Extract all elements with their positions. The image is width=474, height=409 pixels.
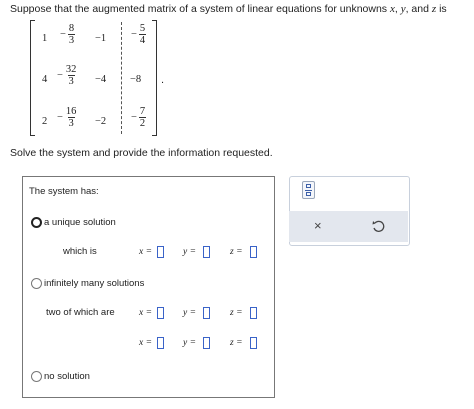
radio-no-solution[interactable] xyxy=(31,371,42,382)
matrix-cell-r1c2: − $\frac{8}{3}$ xyxy=(60,23,75,46)
input-inf2-y[interactable] xyxy=(203,337,210,349)
var-label-x: x = xyxy=(139,308,153,318)
matrix-cell-r1c3: −1 xyxy=(95,33,107,44)
matrix-cell-r3c4: − $\frac{7}{2}$ xyxy=(131,106,146,129)
right-bracket xyxy=(152,20,157,136)
label-no-solution: no solution xyxy=(44,371,90,382)
radio-unique-solution[interactable] xyxy=(31,217,42,228)
matrix-cell-r2c4: −8 xyxy=(130,74,142,85)
var-label-z: z = xyxy=(230,247,243,257)
input-inf2-x[interactable] xyxy=(157,337,164,349)
matrix-cell-r2c3: −4 xyxy=(95,74,107,85)
instruction-text: Solve the system and provide the information requested. xyxy=(10,147,273,159)
input-inf1-y[interactable] xyxy=(203,307,210,319)
input-unique-z[interactable] xyxy=(250,246,257,258)
var-label-y: y = xyxy=(183,338,197,348)
tool-actions-bar xyxy=(289,211,408,242)
radio-infinitely-many[interactable] xyxy=(31,278,42,289)
left-bracket xyxy=(30,20,35,136)
matrix-cell-r3c3: −2 xyxy=(95,116,107,127)
var-label-z: z = xyxy=(230,338,243,348)
input-unique-x[interactable] xyxy=(157,246,164,258)
unknown-x: x xyxy=(389,3,395,15)
augmented-matrix xyxy=(30,20,158,136)
matrix-cell-r2c2: − $\frac{32}{3}$ xyxy=(57,64,77,87)
question-prompt: Suppose that the augmented matrix of a system of linear equations for unknowns x, y, and z is xyxy=(10,3,447,15)
panel-heading: The system has: xyxy=(29,186,99,197)
matrix-period: . xyxy=(161,74,165,86)
unknown-z: z xyxy=(431,3,437,15)
augment-divider xyxy=(121,22,122,134)
close-icon[interactable]: × xyxy=(314,218,322,233)
label-infinitely-many: infinitely many solutions xyxy=(44,278,145,289)
var-label-y: y = xyxy=(183,247,197,257)
label-two-of-which: two of which are xyxy=(46,307,115,318)
var-label-x: x = xyxy=(139,247,153,257)
undo-icon[interactable] xyxy=(371,219,385,233)
answer-panel xyxy=(22,176,275,398)
label-which-is: which is xyxy=(63,246,97,257)
matrix-cell-r1c1: 1 xyxy=(42,33,48,44)
input-inf1-z[interactable] xyxy=(250,307,257,319)
input-inf1-x[interactable] xyxy=(157,307,164,319)
matrix-cell-r3c1: 2 xyxy=(42,116,48,127)
input-inf2-z[interactable] xyxy=(250,337,257,349)
var-label-y: y = xyxy=(183,308,197,318)
input-unique-y[interactable] xyxy=(203,246,210,258)
matrix-cell-r1c4: − $\frac{5}{4}$ xyxy=(131,23,146,46)
unknown-y: y xyxy=(400,3,406,15)
fraction-icon[interactable] xyxy=(302,181,315,199)
var-label-z: z = xyxy=(230,308,243,318)
var-label-x: x = xyxy=(139,338,153,348)
label-unique-solution: a unique solution xyxy=(44,217,116,228)
matrix-cell-r3c2: − $\frac{16}{3}$ xyxy=(57,106,77,129)
matrix-cell-r2c1: 4 xyxy=(42,74,48,85)
